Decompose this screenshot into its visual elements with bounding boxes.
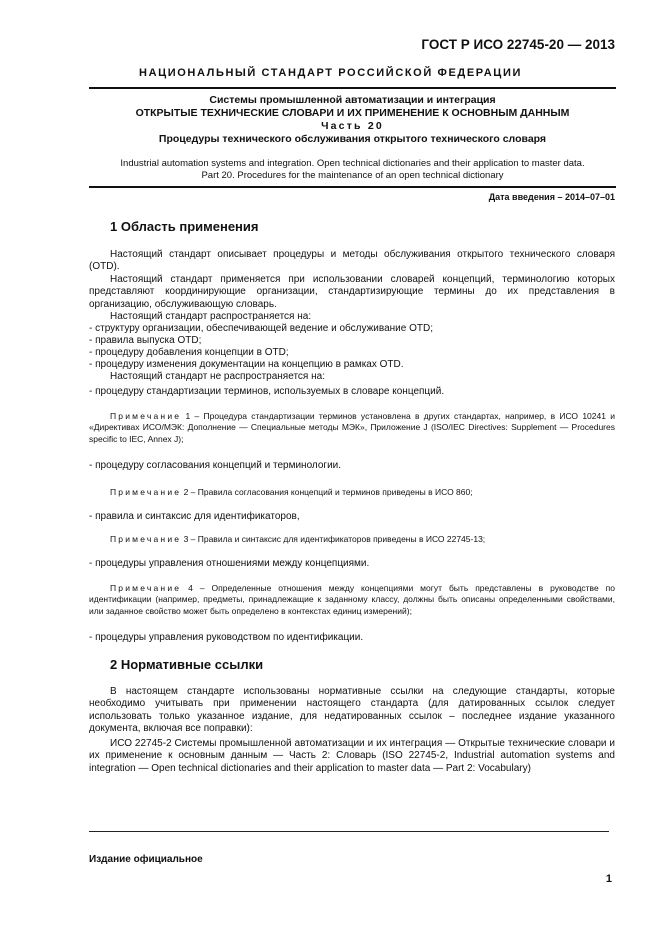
paragraph [89,738,615,775]
note-text: 3 – Правила и синтаксис для идентификаторов приведены в ИСО 22745-13; [181,534,486,544]
note-1 [89,411,615,445]
paragraph-text: ИСО 22745-2 Системы промышленной автоматизации и их интеграция — Открытые технические словари и их применение к основным данным — Часть 2: Словарь (ISO 22745-2, Industrial automation systems and integration — Open technical dictionaries and their application to master data — Part 2: Vocabulary) [89,738,615,774]
paragraph-text: Настоящий стандарт не распространяется на: [110,371,325,382]
note-text: 4 – Определенные отношения между концепциями могут быть представлены в руководстве по идентификации (например, предметы, принадлежащие к заданному классу, должны быть описаны определенными свойствами, или заданное свойство может быть определено в контекстах единиц измерений); [89,583,615,616]
list-item: - процедуру изменения документации на концепцию в рамках OTD. [89,359,404,370]
list-item: - процедуры управления отношениями между концепциями. [89,558,370,569]
paragraph-text: Настоящий стандарт распространяется на: [110,311,312,322]
paragraph [89,686,615,735]
paragraph [89,371,615,383]
paragraph [89,311,615,323]
title-line-1: Системы промышленной автоматизации и интеграция [209,94,496,106]
list-item: - процедуру стандартизации терминов, используемых в словаре концепций. [89,386,445,397]
english-title-line-1: Industrial automation systems and integration. Open technical dictionaries and their application to master data. [120,158,585,169]
page-number: 1 [605,873,612,885]
list-item: - процедуры управления руководством по идентификации. [89,632,364,643]
standard-title: НАЦИОНАЛЬНЫЙ СТАНДАРТ РОССИЙСКОЙ ФЕДЕРАЦИИ [139,67,522,79]
title-line-2: ОТКРЫТЫЕ ТЕХНИЧЕСКИЕ СЛОВАРИ И ИХ ПРИМЕНЕНИЕ К ОСНОВНЫМ ДАННЫМ [135,107,570,119]
paragraph-text: Настоящий стандарт применяется при использовании словарей концепций, терминологию которых представляют координирующие организации, стандартизирующие термины до их представления в организацию, обслуживающую словарь. [89,274,615,310]
list-item: - процедуру добавления концепции в OTD; [89,347,289,358]
section-1-heading: 1 Область применения [110,219,259,234]
section-2-heading: 2 Нормативные ссылки [110,657,264,672]
part-label: Часть 20 [321,120,384,132]
subtitle: Процедуры технического обслуживания открытого технического словаря [158,133,547,145]
note-4 [89,583,615,617]
footer-divider [89,831,609,832]
list-item: - правила выпуска OTD; [89,335,202,346]
list-item: - процедуру согласования концепций и терминологии. [89,460,342,471]
note-text: 1 – Процедура стандартизации терминов установлена в других стандартах, например, в ИСО 10241 и «Директивах ИСО/МЭК: Дополнение — Специальные методы МЭК», Приложение J (ISO/IEC Directives: Supplement — Procedures specific to IEC, Annex J); [89,411,615,444]
note-label: Примечание [110,583,182,593]
paragraph-text: Настоящий стандарт описывает процедуры и методы обслуживания открытого технического словаря (OTD). [89,249,615,273]
english-title-line-2: Part 20. Procedures for the maintenance of an open technical dictionary [201,170,504,181]
list-item: - структуру организации, обеспечивающей ведение и обслуживание OTD; [89,323,433,334]
document-number: ГОСТ Р ИСО 22745-20 — 2013 [421,37,615,52]
list-item: - правила и синтаксис для идентификаторов, [89,511,300,522]
note-label: Примечание [110,534,182,544]
note-label: Примечание [110,487,182,497]
note-label: Примечание [110,411,182,421]
paragraph-text: В настоящем стандарте использованы нормативные ссылки на следующие стандарты, которые необходимо учитывать при применении настоящего стандарта (для датированных ссылок следует использовать только указанное издание, для недатированных ссылок – последнее издание указанного документа, включая все поправки): [89,686,615,734]
paragraph [89,249,615,274]
note-3 [89,534,615,545]
title-divider-bottom [89,186,616,188]
official-edition-label: Издание официальное [89,854,203,865]
paragraph [89,274,615,311]
effective-date: Дата введения – 2014–07–01 [488,192,615,202]
note-text: 2 – Правила согласования концепций и терминов приведены в ИСО 860; [181,487,473,497]
title-divider-top [89,87,616,89]
note-2 [89,487,615,498]
